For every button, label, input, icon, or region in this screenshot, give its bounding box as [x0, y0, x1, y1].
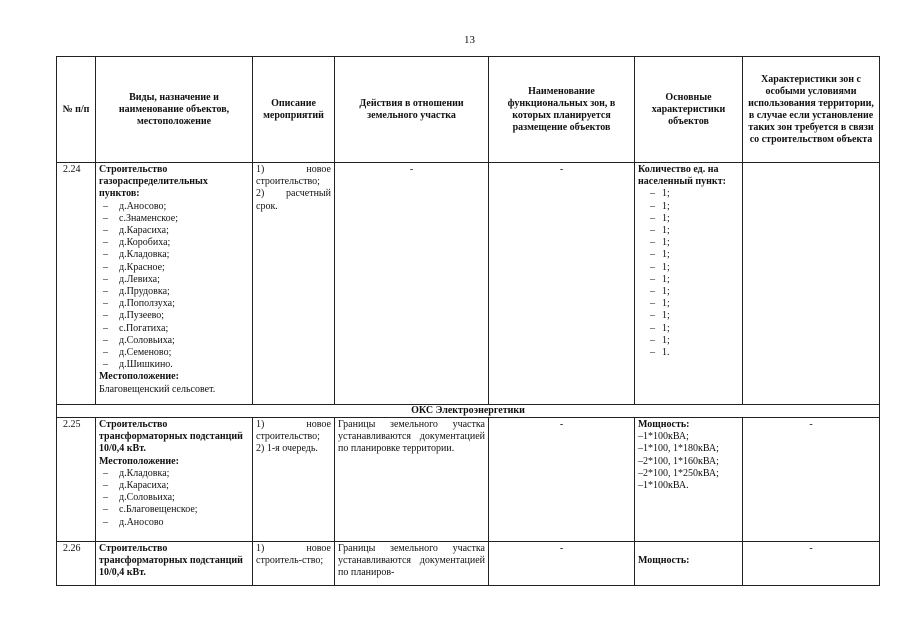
- power-list: [638, 431, 739, 492]
- list-item: –1*100кВА.: [638, 480, 689, 492]
- list-item: – 1;: [638, 310, 739, 322]
- special-zone-cell: [743, 418, 880, 542]
- description-cell: [253, 163, 335, 405]
- list-item: – д.Семеново;: [99, 347, 249, 359]
- list-item: – д.Аносово: [99, 517, 249, 529]
- land-action-cell: [335, 163, 489, 405]
- location-label: Местоположение:: [99, 455, 179, 467]
- list-item: – д.Кладовка;: [99, 249, 249, 261]
- power-label: Мощность:: [638, 419, 690, 430]
- special-zone-cell: [743, 542, 880, 586]
- list-item: – д.Соловьиха;: [99, 335, 249, 347]
- characteristics-cell: [635, 163, 743, 405]
- location-label: Местоположение:: [99, 371, 179, 383]
- objects-table: [56, 56, 880, 586]
- list-item: – 1;: [638, 188, 739, 200]
- description-cell: 1) новое строитель-ство;: [253, 542, 335, 586]
- zone-value: -: [559, 164, 564, 175]
- zone-cell: [489, 542, 635, 586]
- header-land-actions: Действия в отношении земельного участка: [335, 57, 489, 163]
- section-title: ОКС Электроэнергетики: [57, 405, 880, 418]
- list-item: – д.Коробиха;: [99, 237, 249, 249]
- page-number: 13: [464, 34, 475, 46]
- list-item: – 1;: [638, 237, 739, 249]
- list-item: – д.Соловьиха;: [99, 492, 249, 504]
- list-item: – д.Аносово;: [99, 201, 249, 213]
- location-value: Благовещенский сельсовет.: [99, 383, 216, 395]
- list-item: – 1;: [638, 262, 739, 274]
- header-num: № п/п: [57, 57, 96, 163]
- list-item: – 1.: [638, 347, 739, 359]
- characteristics-title: Количество ед. на населенный пункт:: [638, 164, 726, 188]
- description-line: 2) расчетный срок.: [256, 188, 331, 212]
- list-item: – 1;: [638, 213, 739, 225]
- header-description: Описание мероприятий: [253, 57, 335, 163]
- list-item: – д.Красное;: [99, 262, 249, 274]
- special-zone-cell: [743, 163, 880, 405]
- list-item: – с.Знаменское;: [99, 213, 249, 225]
- characteristics-cell: [635, 418, 743, 542]
- list-item: –1*100кВА;: [638, 431, 689, 443]
- header-object-type: Виды, назначение и наименование объектов, местоположение: [96, 57, 253, 163]
- list-item: – 1;: [638, 323, 739, 335]
- list-item: – д.Карасиха;: [99, 480, 249, 492]
- characteristics-cell: [635, 542, 743, 586]
- settlement-list: [99, 468, 249, 529]
- list-item: – 1;: [638, 274, 739, 286]
- row-number: 2.26: [57, 542, 96, 586]
- object-title: Строительство газораспределительных пунктов:: [99, 164, 208, 200]
- settlement-list: [99, 201, 249, 372]
- description-cell: [253, 418, 335, 542]
- table-header-row: [57, 57, 880, 163]
- list-item: – 1;: [638, 249, 739, 261]
- description-line: 1) новое строительство;: [256, 164, 331, 188]
- special-zone-value: -: [809, 419, 813, 430]
- row-number: 2.24: [57, 163, 96, 405]
- object-title: Строительство трансформаторных подстанций 10/0,4 кВт.: [96, 542, 253, 586]
- land-action-value: -: [409, 164, 414, 175]
- zone-cell: [489, 163, 635, 405]
- description-line: 1) новое строительство;: [256, 419, 331, 443]
- list-item: –2*100, 1*160кВА;: [638, 455, 719, 467]
- section-row: [57, 405, 880, 418]
- zone-value: -: [559, 543, 564, 554]
- object-cell: [96, 163, 253, 405]
- header-special-zones: Характеристики зон с особыми условиями использования территории, в случае если установление таких зон требуется в связи со строительством объекта: [743, 57, 880, 163]
- list-item: – с.Погатиха;: [99, 323, 249, 335]
- header-characteristics: Основные характеристики объектов: [635, 57, 743, 163]
- list-item: – д.Шишкино.: [99, 359, 249, 371]
- list-item: – д.Карасиха;: [99, 225, 249, 237]
- object-cell: [96, 418, 253, 542]
- description-line: 2) 1-я очередь.: [256, 443, 318, 455]
- land-action-cell: Границы земельного участка устанавливаются документацией по планиров-: [335, 542, 489, 586]
- special-zone-value: -: [809, 543, 813, 554]
- table-row: [57, 163, 880, 405]
- list-item: – 1;: [638, 225, 739, 237]
- list-item: – 1;: [638, 201, 739, 213]
- list-item: – с.Благовещенское;: [99, 504, 249, 516]
- header-functional-zones: Наименование функциональных зон, в которых планируется размещение объектов: [489, 57, 635, 163]
- power-label: Мощность:: [638, 555, 690, 566]
- list-item: – д.Прудовка;: [99, 286, 249, 298]
- list-item: – 1;: [638, 298, 739, 310]
- table-row: [57, 418, 880, 542]
- list-item: – д.Левиха;: [99, 274, 249, 286]
- list-item: – д.Поползуха;: [99, 298, 249, 310]
- list-item: – 1;: [638, 286, 739, 298]
- count-list: [638, 188, 739, 359]
- list-item: –2*100, 1*250кВА;: [638, 467, 719, 479]
- row-number: 2.25: [57, 418, 96, 542]
- zone-value: -: [559, 419, 564, 430]
- list-item: – д.Пузеево;: [99, 310, 249, 322]
- list-item: – д.Кладовка;: [99, 468, 249, 480]
- object-title: Строительство трансформаторных подстанций 10/0,4 кВт.: [99, 419, 243, 455]
- land-action-cell: Границы земельного участка устанавливаются документацией по планировке территории.: [335, 418, 489, 542]
- list-item: –1*100, 1*180кВА;: [638, 443, 719, 455]
- list-item: – 1;: [638, 335, 739, 347]
- zone-cell: [489, 418, 635, 542]
- table-row: [57, 542, 880, 586]
